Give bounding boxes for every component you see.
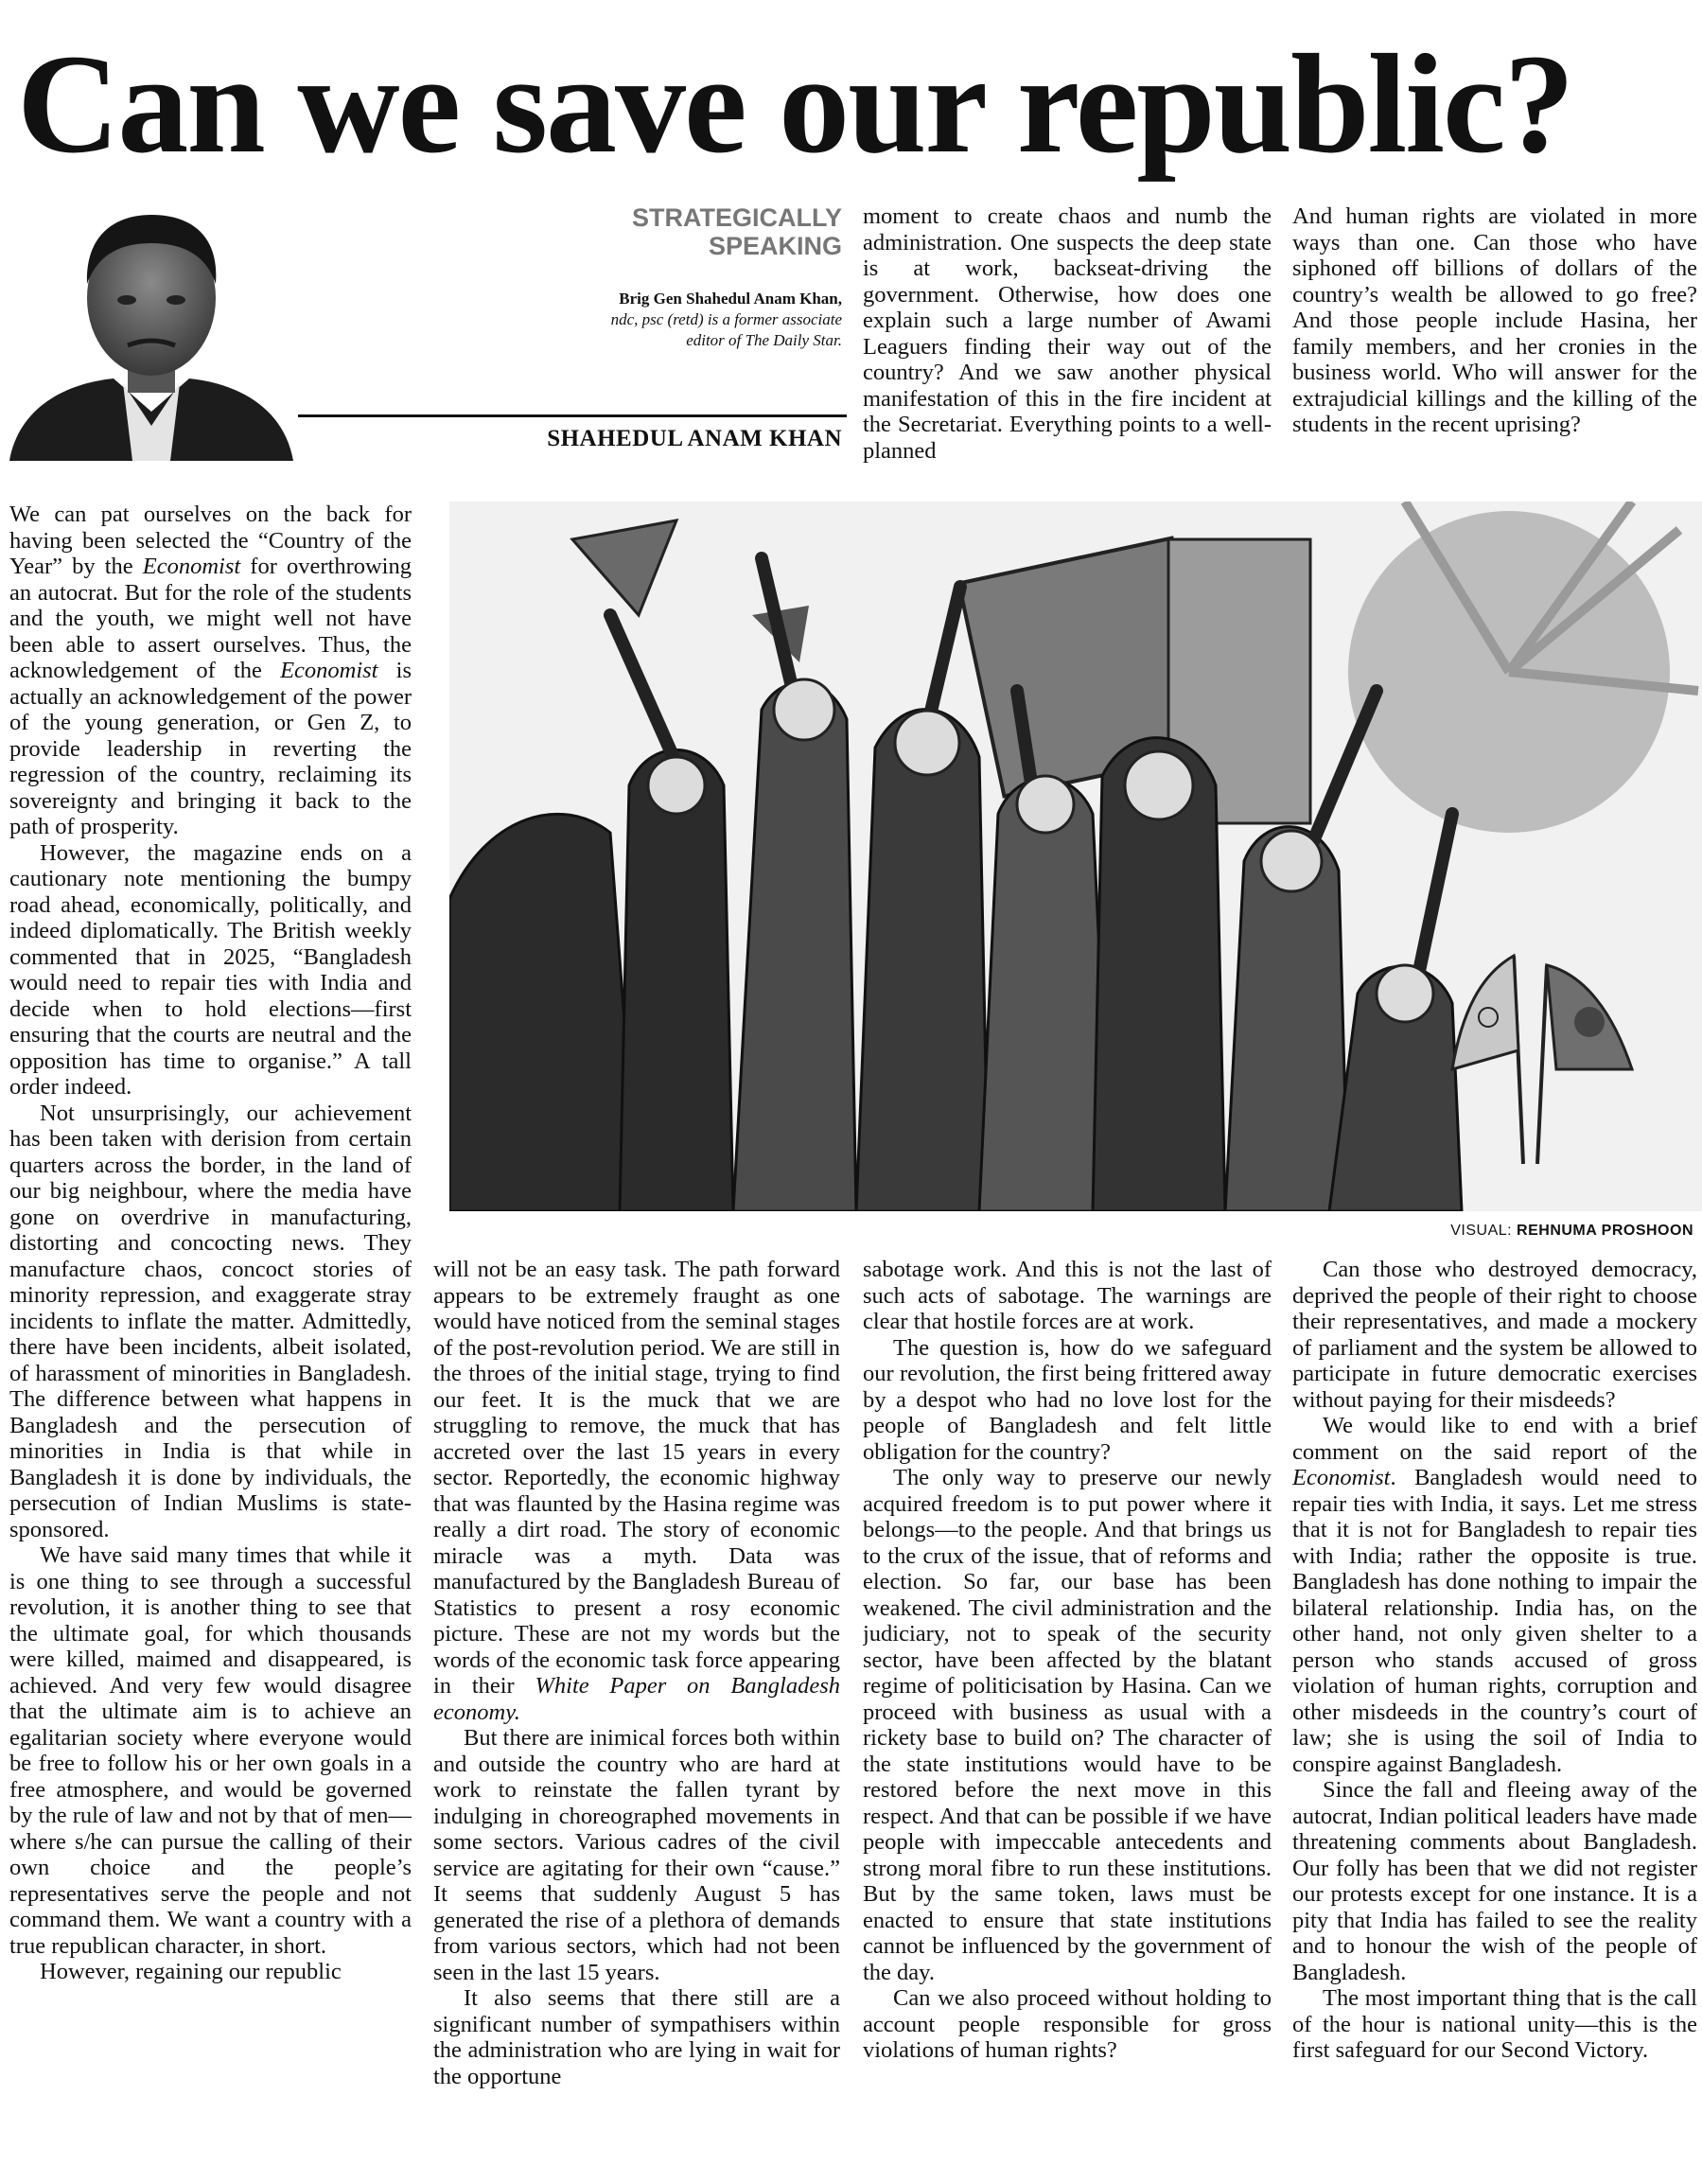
col2-paragraph-3: It also seems that there still are a significant number of sympathisers within the administration who are lying in wait for the opportune xyxy=(433,1985,840,2089)
col2-paragraph-1: will not be an easy task. The path forward appears to be extremely fraught as one would have noticed from the seminal stages of the post-revolution period. We are still in the throes of the initial stage, trying to find our feet. It is the muck that we are struggling to remove, the muck that has accreted over the last 15 years in every sector. Reportedly, the economic highway that was flaunted by the Hasina regime was really a dirt road. The story of economic miracle was a myth. Data was manufactured by the Bangladesh Bureau of Statistics to present a rosy economic picture. These are not my words but the words of the economic task force appearing in their White Paper on Bangladesh economy. xyxy=(433,1257,840,1725)
col1-paragraph-5: However, regaining our republic xyxy=(40,1959,342,1984)
column-tag xyxy=(530,203,842,260)
col4-paragraph-3: Since the fall and fleeing away of the autocrat, Indian political leaders have made threatening comments about Bangladesh. Our folly has been that we did not register our protests except for one instance. It is a pity that India has failed to see the reality and to honour the wish of the people of Bangladesh. xyxy=(1292,1777,1697,1985)
byline: SHAHEDUL ANAM KHAN xyxy=(547,426,842,451)
credit-name: REHNUMA PROSHOON xyxy=(1517,1223,1693,1239)
col1-paragraph-1: We can pat ourselves on the back for having been selected the “Country of the Year” by the Economist for overthrowing an autocrat. But for the role of the students and the youth, we might well not have been able to assert ourselves. Thus, the acknowledgement of the Economist is actually an acknowledgement of the power of the young generation, or Gen Z, to provide leadership in reverting the regression of the country, reclaiming its sovereignty and bringing it back to the path of prosperity. xyxy=(9,502,412,839)
author-portrait xyxy=(9,194,293,461)
headline: Can we save our republic? xyxy=(17,26,1573,183)
body-column-4 xyxy=(1292,1257,1697,2181)
col3-paragraph-1: sabotage work. And this is not the last of such acts of sabotage. The warnings are clear that hostile forces are at work. xyxy=(863,1257,1272,1334)
byline-rule xyxy=(298,414,847,417)
col2-paragraph-2: But there are inimical forces both within and outside the country who are hard at work to reinstate the fallen tyrant by indulging in choreographed movements in some sectors. Various cadres of the civil service are agitating for their own “cause.” It seems that suddenly August 5 has generated the rise of a plethora of demands from various sectors, which had not been seen in the last 15 years. xyxy=(433,1725,840,1985)
column-tag-line1: STRATEGICALLY xyxy=(631,203,842,232)
column-tag-line2: SPEAKING xyxy=(708,232,842,260)
col1-paragraph-2: However, the magazine ends on a cautionary note mentioning the bumpy road ahead, economically, politically, and indeed diplomatically. The British weekly commented that in 2025, “Bangladesh would need to repair ties with India and decide when to hold elections—first ensuring that the courts are neutral and the opposition has time to organise.” A tall order indeed. xyxy=(9,839,412,1100)
bio-line-2: ndc, psc (retd) is a former associate xyxy=(610,310,842,328)
body-column-2 xyxy=(433,1257,840,2181)
col3-paragraph-2: The question is, how do we safeguard our revolution, the first being frittered away by a despot who had no love lost for the people of Bangladesh and felt little obligation for the country? xyxy=(863,1334,1272,1465)
bio-line-3: editor of The Daily Star. xyxy=(686,331,842,349)
col3-paragraph-3: The only way to preserve our newly acquired freedom is to put power where it belongs—to the people. And that brings us to the crux of the issue, that of reforms and election. So far, our base has been weakened. The civil administration and the judiciary, not to speak of the security sector, have been affected by the blatant regime of politicisation by Hasina. Can we proceed with business as usual with a rickety base to build on? The character of the state institutions would have to be restored before the next move in this respect. And that can be possible if we have people with impeccable antecedents and strong moral fibre to run these institutions. But by the same token, laws must be enacted to ensure that state institutions cannot be influenced by the government of the day. xyxy=(863,1465,1272,1985)
top-col3-text: moment to create chaos and numb the administration. One suspects the deep state is at work, backseat-driving the government. Otherwise, how does one explain such a large number of Awami Leaguers finding their way out of the country? And we saw another physical manifestation of this in the fire incident at the Secretariat. Everything points to a well-planned xyxy=(863,203,1272,464)
col4-paragraph-1: Can those who destroyed democracy, deprived the people of their right to choose their representatives, and made a mockery of parliament and the system be allowed to participate in future democratic exercises without paying for their misdeeds? xyxy=(1292,1257,1697,1413)
credit-label: VISUAL: xyxy=(1450,1223,1513,1239)
top-column-3 xyxy=(863,203,1272,464)
body-column-1 xyxy=(9,502,412,2181)
illustration-credit xyxy=(1230,1223,1693,1240)
body-column-3 xyxy=(863,1257,1272,2181)
col4-paragraph-4: The most important thing that is the call of the hour is national unity—this is the first safeguard for our Second Victory. xyxy=(1292,1985,1697,2063)
bio-name: Brig Gen Shahedul Anam Khan, xyxy=(619,290,842,308)
top-column-4 xyxy=(1292,203,1697,464)
top-col4-text: And human rights are violated in more ways than one. Can those who have siphoned off billions of dollars of the country’s wealth be allowed to go free? And those people include Hasina, her family members, and her cronies in the business world. Who will answer for the extrajudicial killings and the killing of the students in the recent uprising? xyxy=(1292,203,1697,437)
protest-illustration xyxy=(449,502,1702,1211)
col3-paragraph-4: Can we also proceed without holding to account people responsible for gross violations of human rights? xyxy=(863,1985,1272,2063)
col1-paragraph-4: We have said many times that while it is one thing to see through a successful revolution, it is another thing to see that the ultimate goal, for which thousands were killed, maimed and disappeared, is achieved. And very few would disagree that the ultimate aim is to achieve an egalitarian society where everyone would be free to follow his or her own goals in a free atmosphere, and would be governed by the rule of law and not by that of men—where s/he can pursue the calling of their own choice and the people’s representatives serve the people and not command them. We want a country with a true republican character, in short. xyxy=(9,1542,412,1959)
col4-paragraph-2: We would like to end with a brief comment on the said report of the Economist. Bangladesh would need to repair ties with India, it says. Let me stress that it is not for Bangladesh to repair ties with India; rather the opposite is true. Bangladesh has done nothing to impair the bilateral relationship. India has, on the other hand, not only given shelter to a person who stands accused of gross violation of human rights, corruption and other misdeeds in the country’s court of law; she is using the soil of India to conspire against Bangladesh. xyxy=(1292,1413,1697,1777)
col1-paragraph-3: Not unsurprisingly, our achievement has been taken with derision from certain quarters across the border, in the land of our big neighbour, where the media have gone on overdrive in manufacturing, distorting and concocting news. They manufacture chaos, concoct stories of minority repression, and exaggerate stray incidents to inflate the matter. Admittedly, there have been incidents, albeit isolated, of harassment of minorities in Bangladesh. The difference between what happens in Bangladesh and the persecution of minorities in India is that while in Bangladesh it is done by individuals, the persecution of Indian Muslims is state-sponsored. xyxy=(9,1100,412,1542)
author-bio xyxy=(511,289,842,351)
